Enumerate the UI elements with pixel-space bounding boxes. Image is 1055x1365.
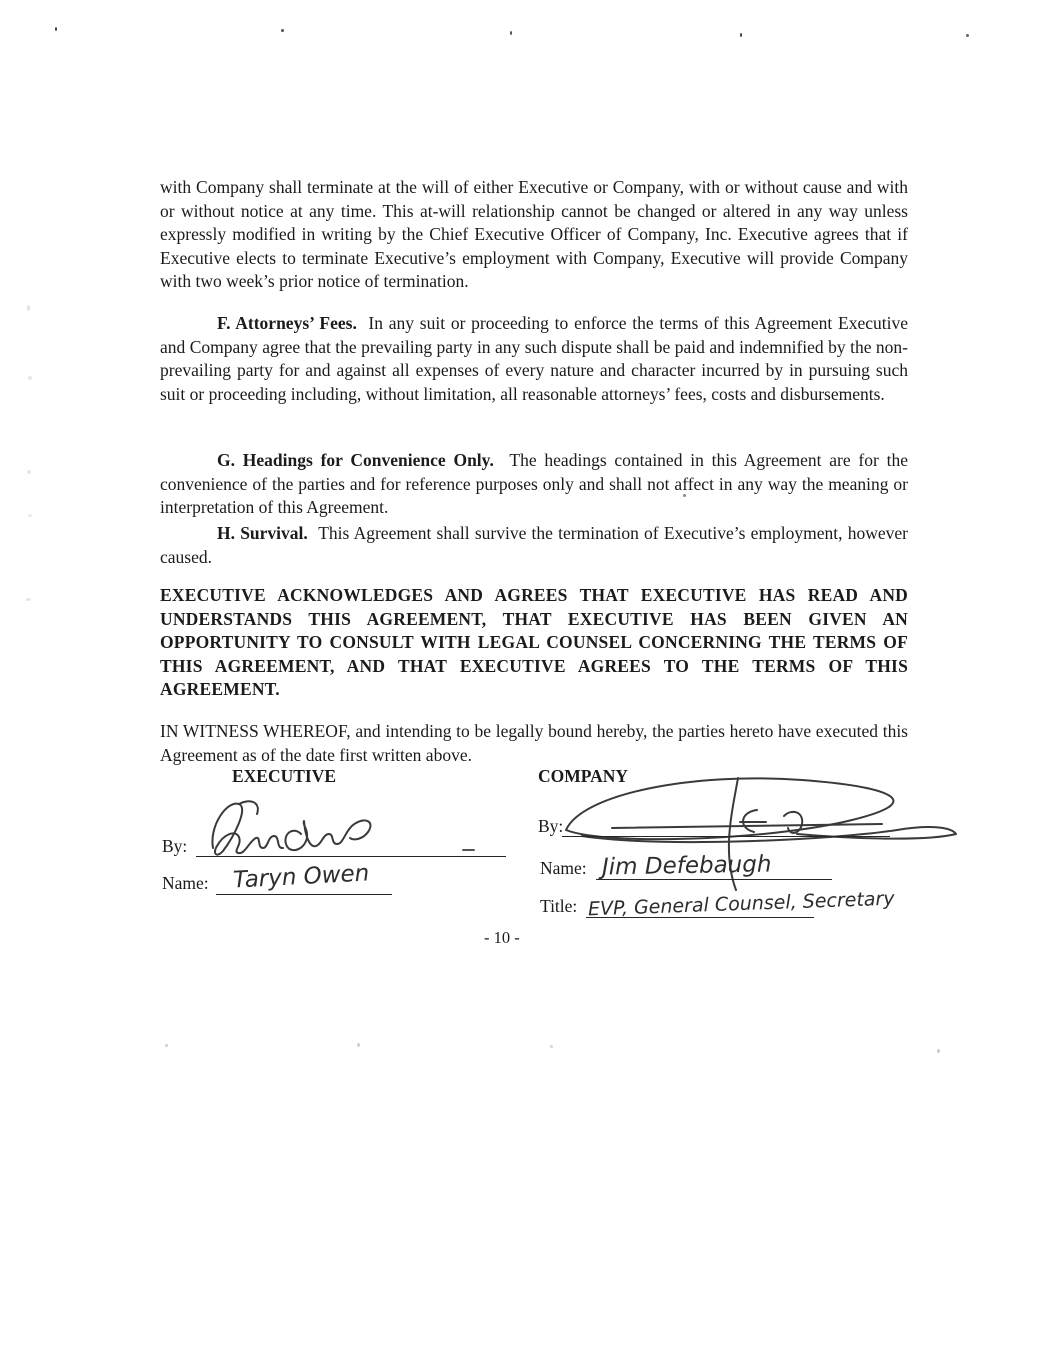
acknowledgment-paragraph: EXECUTIVE ACKNOWLEDGES AND AGREES THAT EXECUTIVE HAS READ AND UNDERSTANDS THIS AGREEMENT, THAT EXECUTIVE HAS BEEN GIVEN AN OPPORTUNITY TO CONSULT WITH LEGAL COUNSEL CONCERNING THE TERMS OF THIS AGREEMENT, AND THAT EXECUTIVE AGREES TO THE TERMS OF THIS AGREEMENT. (160, 585, 908, 700)
scan-speck (165, 1044, 168, 1047)
scan-speck (510, 31, 512, 35)
section-attorneys-fees-heading: F. Attorneys’ Fees. (217, 313, 357, 333)
scan-speck (28, 376, 32, 380)
executive-name-handwritten: Taryn Owen (232, 860, 370, 894)
section-survival-heading: H. Survival. (217, 523, 308, 543)
company-title-label: Title: (540, 896, 578, 916)
executive-name-label: Name: (162, 873, 209, 893)
scan-speck (740, 33, 742, 37)
section-survival (160, 522, 908, 569)
scan-speck (26, 598, 31, 601)
section-headings (160, 449, 908, 520)
company-by-line (562, 820, 890, 837)
executive-by-line (196, 840, 506, 857)
section-headings-heading: G. Headings for Convenience Only. (217, 450, 494, 470)
scan-speck (55, 27, 57, 31)
scan-speck (966, 34, 969, 37)
scan-speck (550, 1045, 553, 1048)
company-name-handwritten: Jim Defebaugh (601, 851, 772, 881)
executive-by-label: By: (162, 836, 188, 856)
company-by-label: By: (538, 816, 564, 836)
paragraph-at-will: with Company shall terminate at the will of either Executive or Company, with or without cause and with or without notice at any time. This at-will relationship cannot be changed or altered in any way unless expressly modified in writing by the Chief Executive Officer of Company, Inc. Executive agrees that if Executive elects to terminate Executive’s employment with Company, Executive will provide Company with two week’s prior notice of termination. (160, 177, 908, 292)
company-name-label: Name: (540, 858, 587, 878)
witness-clause: IN WITNESS WHEREOF, and intending to be legally bound hereby, the parties hereto have executed this Agreement as of the date first written above. (160, 721, 908, 765)
company-signature (552, 772, 962, 902)
scan-speck (27, 305, 30, 311)
section-attorneys-fees-text: In any suit or proceeding to enforce the terms of this Agreement Executive and Company agree that the prevailing party in any such dispute shall be paid and indemnified by the non-prevailing party for and against all expenses of every nature and character incurred by in pursuing such suit or proceeding including, without limitation, all reasonable attorneys’ fees, costs and disbursements. (160, 313, 908, 404)
scan-speck (28, 514, 32, 517)
scan-speck (281, 29, 284, 32)
company-column-header: COMPANY (538, 766, 629, 786)
scan-speck (357, 1043, 360, 1047)
scan-speck (937, 1049, 940, 1053)
section-attorneys-fees (160, 312, 908, 406)
section-headings-text: The headings contained in this Agreement are for the convenience of the parties and for reference purposes only and shall not affect in any way the meaning or interpretation of this Agreement. (160, 450, 909, 518)
section-survival-text: This Agreement shall survive the termination of Executive’s employment, however caused. (160, 523, 909, 567)
stray-ink-dash (462, 849, 475, 851)
company-title-handwritten: EVP, General Counsel, Secretary (587, 887, 895, 921)
executive-column-header: EXECUTIVE (232, 766, 337, 786)
page-number: - 10 - (484, 928, 520, 947)
scan-speck (27, 470, 31, 474)
